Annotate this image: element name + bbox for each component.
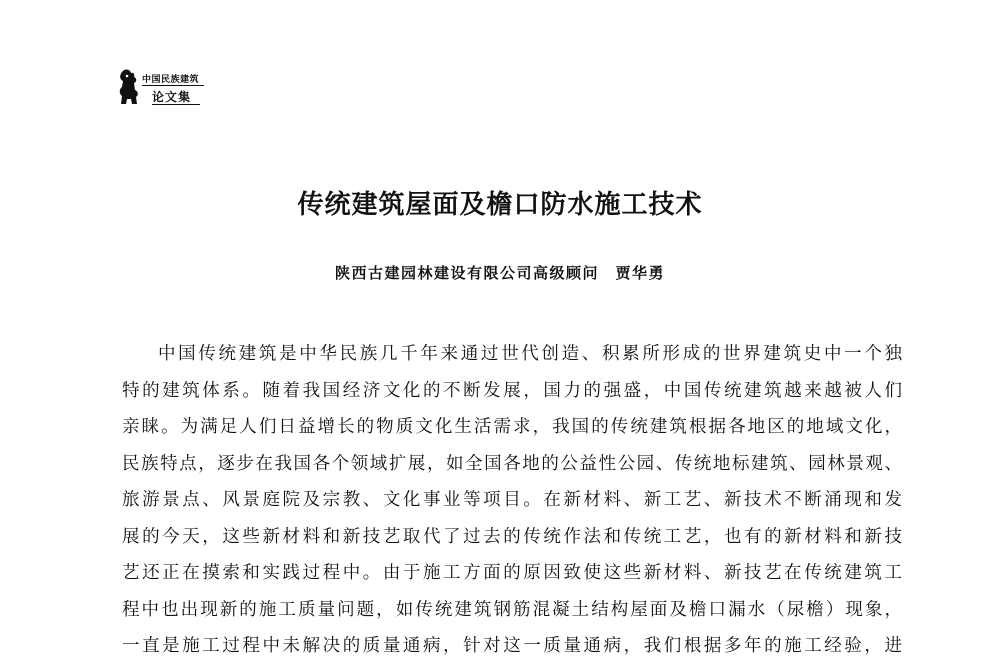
- logo-collection-label: 论文集: [152, 90, 192, 104]
- lion-logo-icon: [118, 68, 140, 106]
- body-line: 程中也出现新的施工质量问题，如传统建筑钢筋混凝土结构屋面及檐口漏水（尿檐）现象，: [122, 599, 902, 620]
- body-line: 旅游景点、风景庭院及宗教、文化事业等项目。在新材料、新工艺、新技术不断涌现和发: [122, 490, 902, 510]
- body-line: 艺还正在摸索和实践过程中。由于施工方面的原因致使这些新材料、新技艺在传统建筑工: [122, 563, 902, 583]
- publication-logo: [118, 66, 208, 110]
- body-line: 亲睐。为满足人们日益增长的物质文化生活需求，我国的传统建筑根据各地区的地域文化，: [122, 417, 902, 437]
- body-line: 中国传统建筑是中华民族几千年来通过世代创造、积累所形成的世界建筑史中一个独: [158, 344, 902, 364]
- logo-divider: [142, 85, 204, 86]
- logo-underline: [152, 104, 200, 105]
- body-line: 一直是施工过程中未解决的质量通病，针对这一质量通病，我们根据多年的施工经验，进: [122, 636, 902, 656]
- body-line: 民族特点，逐步在我国各个领域扩展，如全国各地的公益性公园、传统地标建筑、园林景观、: [122, 453, 902, 474]
- paper-title: 传统建筑屋面及檐口防水施工技术: [297, 190, 703, 220]
- body-line: 特的建筑体系。随着我国经济文化的不断发展，国力的强盛，中国传统建筑越来越被人们: [122, 380, 902, 401]
- paper-author: 陕西古建园林建设有限公司高级顾问 贾华勇: [334, 264, 665, 282]
- logo-series-name: 中国民族建筑: [142, 75, 200, 85]
- body-line: 展的今天，这些新材料和新技艺取代了过去的传统作法和传统工艺，也有的新材料和新技: [122, 526, 902, 547]
- paper-body: [122, 336, 902, 665]
